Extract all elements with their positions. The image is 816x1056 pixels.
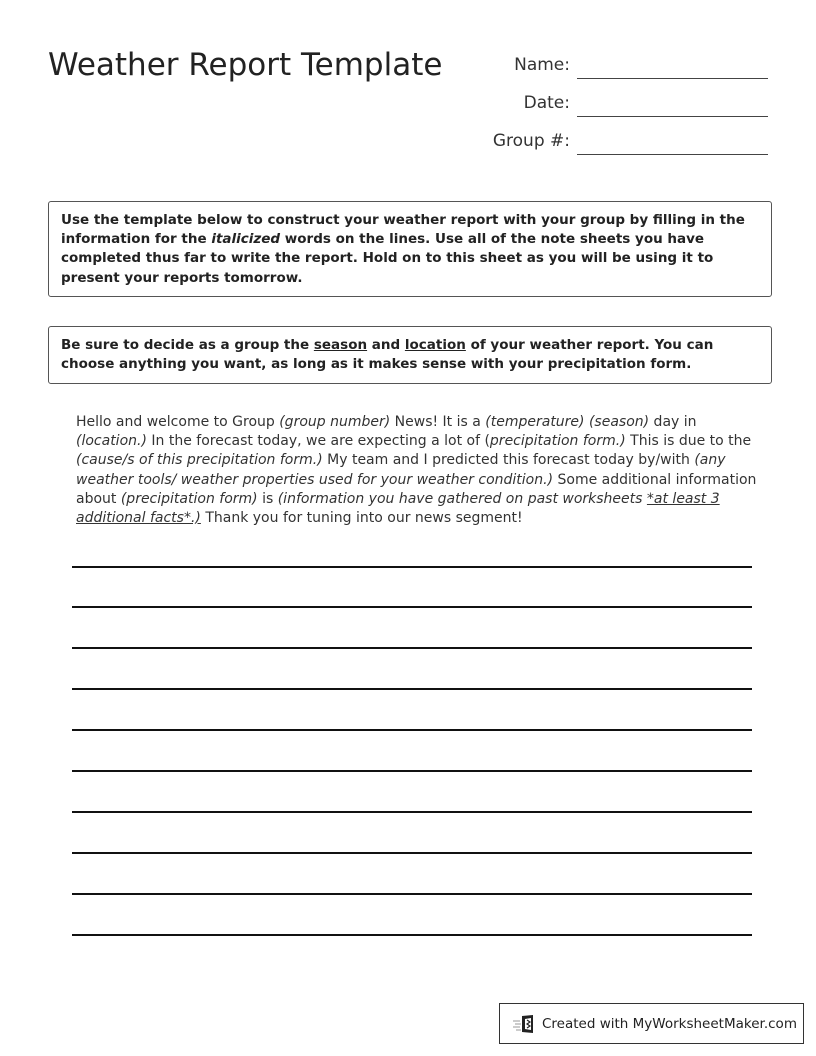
template-text: Some additional information about — [76, 471, 757, 507]
instructions-italic-word: italicized — [211, 231, 281, 248]
date-input-line[interactable] — [577, 116, 768, 117]
writing-line[interactable] — [72, 647, 752, 649]
writing-line[interactable] — [72, 811, 752, 813]
created-with-text[interactable]: Created with MyWorksheetMaker.com — [542, 1015, 797, 1032]
template-text: This is due to the — [625, 433, 752, 450]
page-title: Weather Report Template — [48, 47, 443, 83]
writing-line[interactable] — [72, 729, 752, 731]
date-field[interactable] — [470, 87, 768, 117]
instructions-box — [48, 201, 772, 297]
writing-line[interactable] — [72, 770, 752, 772]
template-text: In the forecast today, we are expecting a lot of ( — [146, 433, 490, 450]
created-with-badge[interactable] — [499, 1003, 804, 1044]
template-text: My team and I predicted this forecast today by/with — [322, 452, 695, 469]
placeholder-information: (information you have gathered on past worksheets — [277, 490, 647, 507]
date-label: Date: — [523, 93, 570, 113]
placeholder-causes: (cause/s of this precipitation form.) — [76, 452, 323, 469]
placeholder-additional-facts: *at least 3 additional facts*.) — [76, 490, 720, 527]
placeholder-location: (location.) — [76, 433, 147, 450]
placeholder-temperature-season: (temperature) (season) — [485, 414, 650, 430]
season-location-note-box — [48, 326, 772, 384]
template-text: Hello and welcome to Group — [76, 414, 280, 430]
template-text: Thank you for tuning into our news segment! — [200, 510, 523, 527]
writing-line[interactable] — [72, 566, 752, 568]
placeholder-group-number: (group number) — [279, 414, 391, 430]
note-text-3: of your weather report. You can choose anything you want, as long as it makes sense with your precipitation form. — [61, 337, 714, 373]
placeholder-precipitation-form: precipitation form.) — [489, 433, 626, 450]
myworksheetmaker-logo-icon — [512, 1013, 538, 1035]
group-number-field[interactable] — [470, 125, 768, 155]
note-text-2: and — [367, 337, 405, 353]
writing-line[interactable] — [72, 934, 752, 936]
name-field[interactable] — [470, 49, 768, 79]
instructions-text-2: words on the lines. Use all of the note sheets you have completed thus far to write the report. Hold on to this sheet as you will be using it to present your reports tomorrow. — [61, 231, 714, 286]
name-label: Name: — [514, 55, 570, 75]
template-text: is — [257, 490, 278, 507]
name-input-line[interactable] — [577, 78, 768, 79]
template-text: day in — [649, 414, 697, 430]
instructions-text-1: Use the template below to construct your weather report with your group by filling in the information for the — [61, 212, 745, 248]
placeholder-weather-tools: (any weather tools/ weather properties used for your weather condition.) — [76, 452, 726, 488]
group-number-input-line[interactable] — [577, 154, 768, 155]
placeholder-precipitation-form-2: (precipitation form) — [120, 490, 258, 507]
writing-line[interactable] — [72, 606, 752, 608]
template-text: News! It is a — [390, 414, 486, 430]
report-template-paragraph — [76, 413, 766, 528]
writing-line[interactable] — [72, 688, 752, 690]
writing-line[interactable] — [72, 893, 752, 895]
note-underline-season: season — [313, 337, 368, 353]
note-text-1: Be sure to decide as a group the — [61, 337, 314, 353]
group-number-label: Group #: — [492, 131, 570, 151]
note-underline-location: location — [404, 337, 466, 353]
writing-line[interactable] — [72, 852, 752, 854]
